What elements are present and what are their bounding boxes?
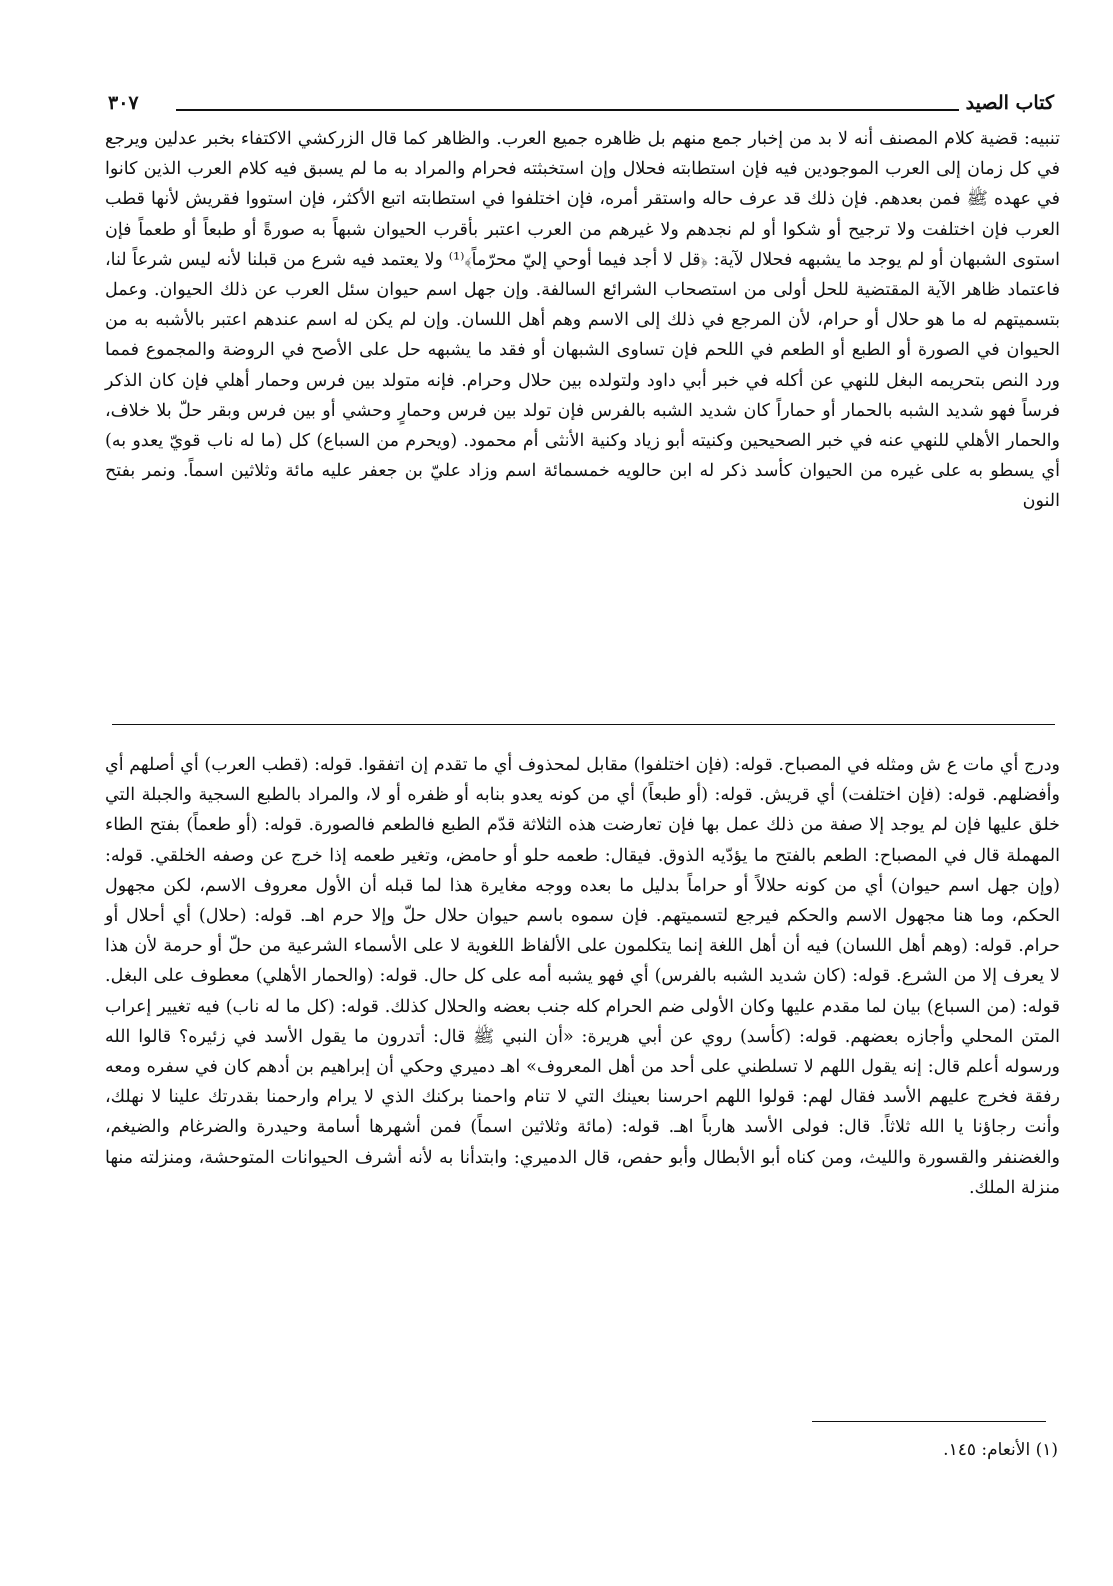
main-text-block <box>105 124 1060 517</box>
main-paragraph: تنبيه: قضية كلام المصنف أنه لا بد من إخبار جمع منهم بل ظاهره جميع العرب. والظاهر كما قال الزركشي الاكتفاء بخبر عدلين ويرجع في كل زمان إلى العرب الموجودين فيه فإن استطابته فحلال وإن استخبثته فحرام والمراد به ما لم يسبق فيه كلام العرب الذين كانوا في عهده ﷺ فمن بعدهم. فإن ذلك قد عرف حاله واستقر أمره، فإن اختلفوا في استطابته اتبع الأكثر، فإن استووا فقريش لأنها قطب العرب فإن اختلفت ولا ترجيح أو شكوا أو لم نجدهم ولا غيرهم من العرب اعتبر بأقرب الحيوان شبهاً به صورةً أو طبعاً أو طعماً فإن استوى الشبهان أو لم يوجد ما يشبهه فحلال لآية: ﴿قل لا أجد فيما أوحي إليّ محرّماً﴾⁽¹⁾ ولا يعتمد فيه شرع من قبلنا لأنه ليس شرعاً لنا، فاعتماد ظاهر الآية المقتضية للحل أولى من استصحاب الشرائع السالفة. وإن جهل اسم حيوان سئل العرب عن ذلك الحيوان. وعمل بتسميتهم له ما هو حلال أو حرام، لأن المرجع في ذلك إلى الاسم وهم أهل اللسان. وإن لم يكن له اسم عندهم اعتبر بالأشبه به من الحيوان في الصورة أو الطبع أو الطعم في اللحم فإن تساوى الشبهان أو فقد ما يشبهه حل على الأصح في الروضة والمجموع فمما ورد النص بتحريمه البغل للنهي عن أكله في خبر أبي داود ولتولده بين حلال وحرام. فإنه متولد بين فرس وحمار أهلي فإن كان الذكر فرساً فهو شديد الشبه بالحمار أو حماراً كان شديد الشبه بالفرس فإن تولد بين فرس وحمارٍ وحشي أو بين فرس وبقر حلّ بلا خلاف، والحمار الأهلي للنهي عنه في خبر الصحيحين وكنيته أبو زياد وكنية الأنثى أم محمود. (ويحرم من السباع) كل (ما له ناب قويّ يعدو به) أي يسطو به على غيره من الحيوان كأسد ذكر له ابن حالويه خمسمائة اسم وزاد عليّ بن جعفر عليه مائة وثلاثين اسماً. ونمر بفتح النون <box>105 129 1060 512</box>
footnote-separator <box>812 1421 1046 1422</box>
footnote: (١) الأنعام: ١٤٥. <box>943 1440 1058 1460</box>
header-rule <box>176 109 959 111</box>
commentary-block <box>105 750 1060 1203</box>
chapter-title: كتاب الصيد <box>965 92 1054 114</box>
page-number: ٣٠٧ <box>108 92 139 114</box>
commentary-separator <box>112 724 1055 725</box>
running-header <box>108 90 1054 120</box>
commentary-paragraph: ودرج أي مات ع ش ومثله في المصباح. قوله: (فإن اختلفوا) مقابل لمحذوف أي ما تقدم إن اتفقوا. قوله: (قطب العرب) أي أصلهم أي وأفضلهم. قوله: (فإن اختلفت) أي قريش. قوله: (أو طبعاً) أي من كونه يعدو بنابه أو ظفره أو لا، والمراد بالطبع السجية والجبلة التي خلق عليها فإن لم يوجد إلا صفة من ذلك عمل بها فإن تعارضت هذه الثلاثة قدّم الطبع فالطعم فالصورة. قوله: (أو طعماً) بفتح الطاء المهملة قال في المصباح: الطعم بالفتح ما يؤدّيه الذوق. فيقال: طعمه حلو أو حامض، وتغير طعمه إذا خرج عن وصفه الخلقي. قوله: (وإن جهل اسم حيوان) أي من كونه حلالاً أو حراماً بدليل ما بعده ووجه مغايرة هذا لما قبله أن الأول معروف الاسم، لكن مجهول الحكم، وما هنا مجهول الاسم والحكم فيرجع لتسميتهم. فإن سموه باسم حيوان حلال حلّ وإلا حرم اهـ. قوله: (حلال) أي أحلال أو حرام. قوله: (وهم أهل اللسان) فيه أن أهل اللغة إنما يتكلمون على الألفاظ اللغوية لا على الأسماء الشرعية من حلّ أو حرمة لأن هذا لا يعرف إلا من الشرع. قوله: (كان شديد الشبه بالفرس) أي فهو يشبه أمه على كل حال. قوله: (والحمار الأهلي) معطوف على البغل. قوله: (من السباع) بيان لما مقدم عليها وكان الأولى ضم الحرام كله جنب بعضه والحلال كذلك. قوله: (كل ما له ناب) فيه تغيير إعراب المتن المحلي وأجازه بعضهم. قوله: (كأسد) روي عن أبي هريرة: «أن النبي ﷺ قال: أتدرون ما يقول الأسد في زئيره؟ قالوا الله ورسوله أعلم قال: إنه يقول اللهم لا تسلطني على أحد من أهل المعروف» اهـ دميري وحكي أن إبراهيم بن أدهم كان في سفره ومعه رفقة فخرج عليهم الأسد فقال لهم: قولوا اللهم احرسنا بعينك التي لا تنام واحمنا بركنك الذي لا يرام وارحمنا بقدرتك علينا لا نهلك، وأنت رجاؤنا يا الله ثلاثاً. قال: فولى الأسد هارباً اهـ. قوله: (مائة وثلاثين اسماً) فمن أشهرها أسامة وحيدرة والضرغام والضيغم، والغضنفر والقسورة والليث، ومن كناه أبو الأبطال وأبو حفص، قال الدميري: وابتدأنا به لأنه أشرف الحيوانات المتوحشة، ومنزلته منها منزلة الملك. <box>105 755 1060 1198</box>
